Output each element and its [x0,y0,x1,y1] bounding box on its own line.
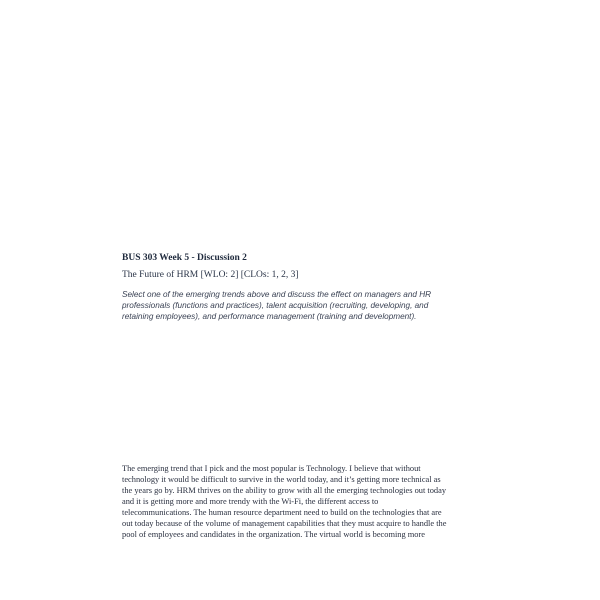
paragraph-line: technology it would be difficult to survive in the world today, and it’s getting more technical as [122,475,441,484]
paragraph-line: out today because of the volume of management capabilities that they must acquire to handle the [122,519,447,528]
paragraph-line: the years go by. HRM thrives on the ability to grow with all the emerging technologies out today [122,486,447,495]
paragraph-line: and it is getting more and more trendy with the Wi-Fi, the different access to [122,497,379,506]
response-paragraph [122,463,482,540]
paragraph-line: The emerging trend that I pick and the most popular is Technology. I believe that without [122,464,421,473]
prompt-line: Select one of the emerging trends above and discuss the effect on managers and HR [122,290,432,299]
paragraph-line: pool of employees and candidates in the organization. The virtual world is becoming more [122,530,425,539]
document-subtitle: The Future of HRM [WLO: 2] [CLOs: 1, 2, 3] [122,270,299,280]
discussion-prompt [122,289,462,322]
paragraph-line: telecommunications. The human resource department need to build on the technologies that are [122,508,442,517]
prompt-line: retaining employees), and performance management (training and development). [122,312,417,321]
prompt-line: professionals (functions and practices), talent acquisition (recruiting, developing, and [122,301,429,310]
document-title: BUS 303 Week 5 - Discussion 2 [122,253,247,263]
